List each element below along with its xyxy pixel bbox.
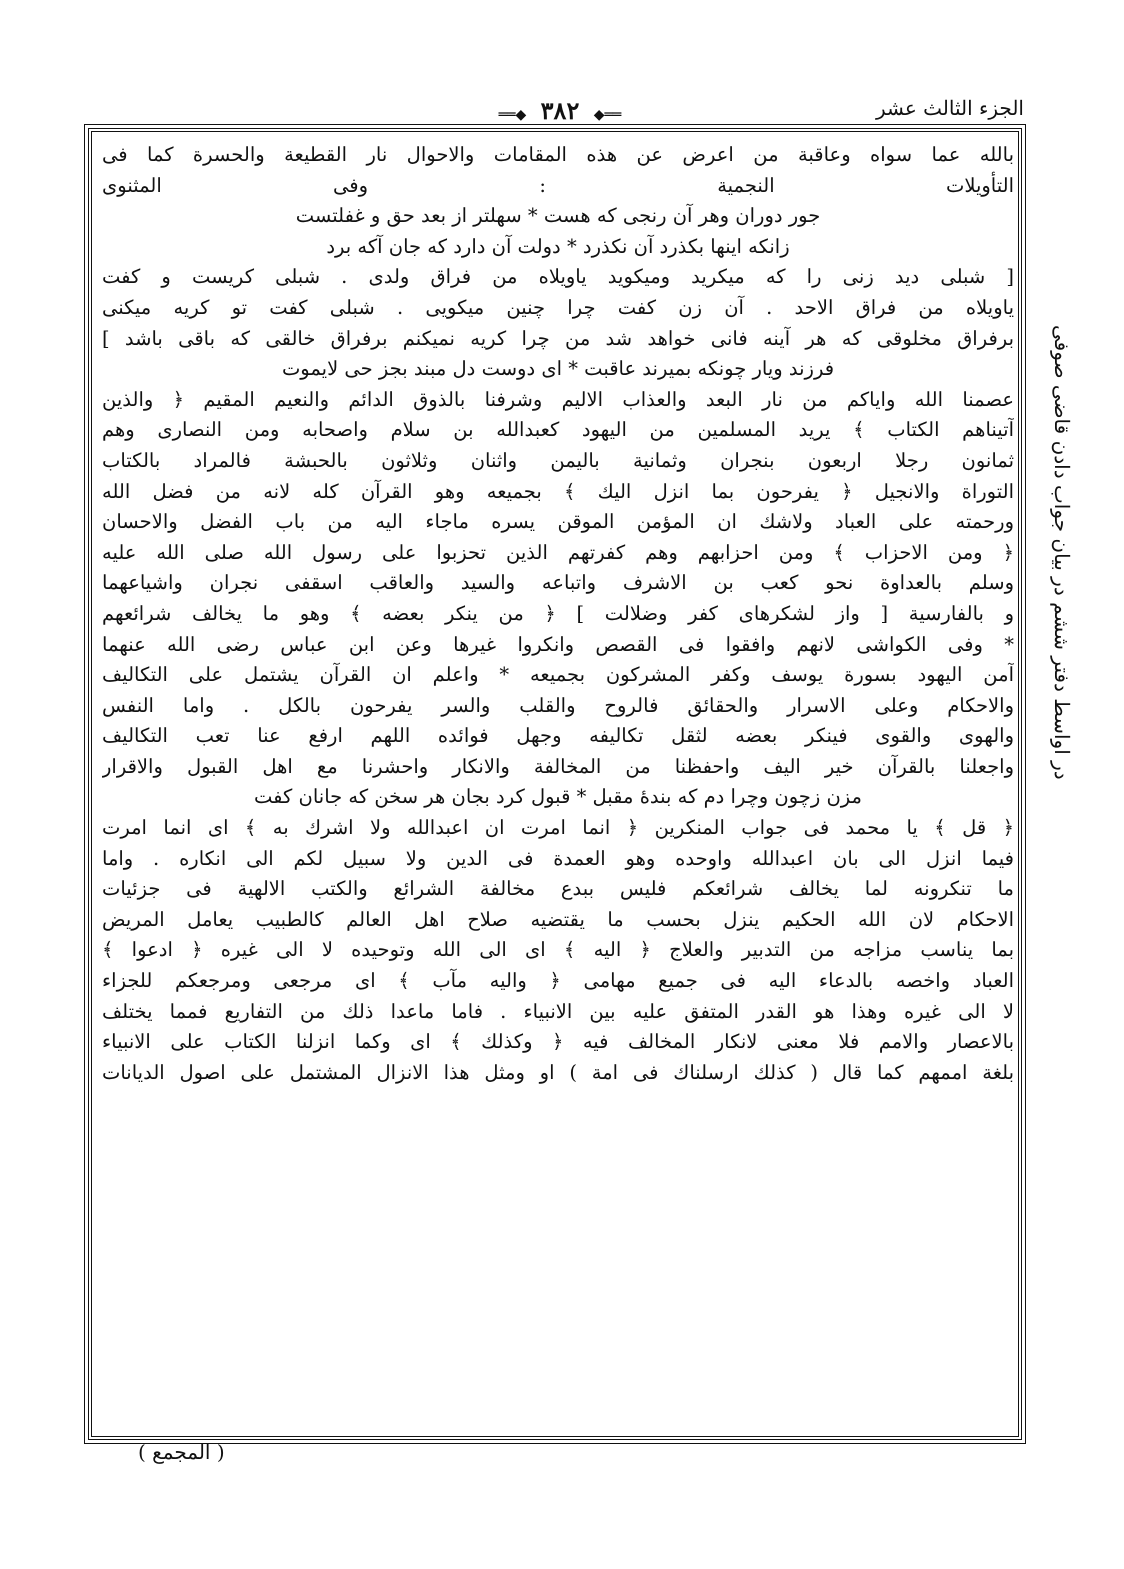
page-number: ٣٨٢	[540, 96, 580, 125]
text-line: التوراة والانجيل ﴿ يفرحون بما انزل اليك ﴾ بجميعه وهو القرآن كله لانه من فضل الله	[102, 479, 1014, 503]
text-line: آمن اليهود بسورة يوسف وكفر المشركون بجميعه * واعلم ان القرآن يشتمل على التكاليف	[102, 663, 1014, 687]
text-line: بالله عما سواه وعاقبة من اعرض عن هذه المقامات والاحوال نار القطيعة والحسرة كما فى	[102, 143, 1014, 166]
text-line: ﴿ ومن الاحزاب ﴾ ومن احزابهم وهم كفرتهم الذين تحزبوا على رسول الله صلى الله عليه	[102, 540, 1014, 564]
text-line: وسلم بالعداوة نحو كعب بن الاشرف واتباعه والسيد والعاقب اسقفى نجران واشياعهما	[102, 571, 1014, 595]
verse-line: جور دوران وهر آن رنجی كه هست * سهلتر از بعد حق و غفلتست	[295, 204, 821, 228]
text-line: الاحكام لان الله الحكيم ينزل بحسب ما يقتضيه صلاح اهل العالم كالطبيب يعامل المريض	[102, 907, 1014, 931]
text-line: بالاعصار والامم فلا معنى لانكار المخالف فيه ﴿ وكذلك ﴾ اى وكما انزلنا الكتاب على الانبياء	[102, 1030, 1014, 1054]
text-line: بما يناسب مزاجه من التدبير والعلاج ﴿ اليه ﴾ اى الى الله وتوحيده لا الى غيره ﴿ ادعوا ﴾	[102, 938, 1014, 962]
verse-line: زانكه اينها بكذرد آن نكذرد * دولت آن دارد كه جان آكه برد	[326, 234, 790, 258]
text-line: ورحمته على العباد ولاشك ان المؤمن الموقن يسره ماجاء اليه من باب الفضل والاحسان	[102, 510, 1014, 534]
text-line: التأويلات النجمية : وفى المثنوى	[102, 173, 1014, 197]
text-line: عصمنا الله واياكم من نار البعد والعذاب الاليم وشرفنا بالذوق الدائم والنعيم المقيم ﴿ والذين	[102, 387, 1014, 411]
page-number-group	[493, 96, 628, 125]
text-line: والاحكام وعلى الاسرار والحقائق فالروح والقلب والسر يفرحون بالكل . واما النفس	[102, 693, 1014, 717]
part-label: الجزء الثالث عشر	[875, 96, 1024, 120]
verse-line: مزن زچون وچرا دم كه بندهٔ مقبل * قبول كرد بجان هر سخن كه جانان كفت	[254, 785, 862, 809]
margin-note: در اواسط دفتر ششم در بیان جواب دادن قاضی صوفی	[1050, 325, 1074, 780]
verse-line: فرزند ويار چونكه بميرند عاقبت * اى دوست دل مبند بجز حى لايموت	[281, 357, 835, 381]
text-line: [ شبلى ديد زنى را كه ميكريد وميكويد ياويلاه من فراق ولدى . شبلى كريست و كفت	[102, 265, 1014, 289]
text-line: ما تنكرونه لما يخالف شرائعكم فليس ببدع مخالفة الشرائع والكتب الالهية فى جزئيات	[102, 877, 1014, 901]
text-line: آتيناهم الكتاب ﴾ يريد المسلمين من اليهود كعبدالله بن سلام واصحابه ومن النصارى وهم	[102, 418, 1014, 442]
right-ornament-icon: ◆══	[498, 107, 527, 123]
text-line: فيما انزل الى بان اعبدالله واوحده وهو العمدة فى الدين ولا سبيل لكم الى انكاره . واما	[102, 846, 1014, 870]
text-line: والهوى والقوى فينكر بعضه لثقل تكاليفه وجهل فوائده اللهم ارفع عنا تعب التكاليف	[102, 724, 1014, 748]
text-line: * وفى الكواشى لانهم وافقوا فى القصص وانكروا غيرها وعن ابن عباس رضى الله عنهما	[102, 632, 1014, 656]
text-line: ثمانون رجلا اربعون بنجران وثمانية باليمن واثنان وثلاثون بالحبشة فالمراد بالكتاب	[102, 448, 1014, 472]
text-line: لا الى غيره وهذا هو القدر المتفق عليه بين الانبياء . فاما ماعدا ذلك من التفاريع فمما يختلف	[102, 999, 1014, 1023]
text-line: و بالفارسية [ واز لشكرهاى كفر وضلالت ] ﴿ من ينكر بعضه ﴾ وهو ما يخالف شرائعهم	[102, 601, 1014, 625]
text-line: بلغة اممهم كما قال ( كذلك ارسلناك فى امة ) او ومثل هذا الانزال المشتمل على اصول الديانات	[102, 1060, 1014, 1084]
text-line: ﴿ قل ﴾ يا محمد فى جواب المنكرين ﴿ انما امرت ان اعبدالله ولا اشرك به ﴾ اى انما امرت	[102, 816, 1014, 840]
text-line: ياويلاه من فراق الاحد . آن زن كفت چرا چنين ميكويى . شبلى كفت تو كريه ميكنى	[102, 295, 1014, 319]
page-header	[96, 96, 1024, 126]
text-line: العباد واخصه بالدعاء اليه فى جميع مهامى ﴿ واليه مآب ﴾ اى مرجعى ومرجعكم للجزاء	[102, 969, 1014, 993]
main-text	[102, 140, 1014, 1430]
catchword: ( المجمع )	[138, 1440, 225, 1464]
left-ornament-icon: ══◆	[593, 107, 622, 123]
text-line: واجعلنا بالقرآن خير اليف واحفظنا من المخالفة والانكار واحشرنا مع اهل القبول والاقرار	[102, 754, 1014, 778]
text-line: برفراق مخلوقى كه هر آينه فانى خواهد شد من چرا كريه نميكنم برفراق خالقى كه باقى باشد ]	[102, 326, 1014, 350]
